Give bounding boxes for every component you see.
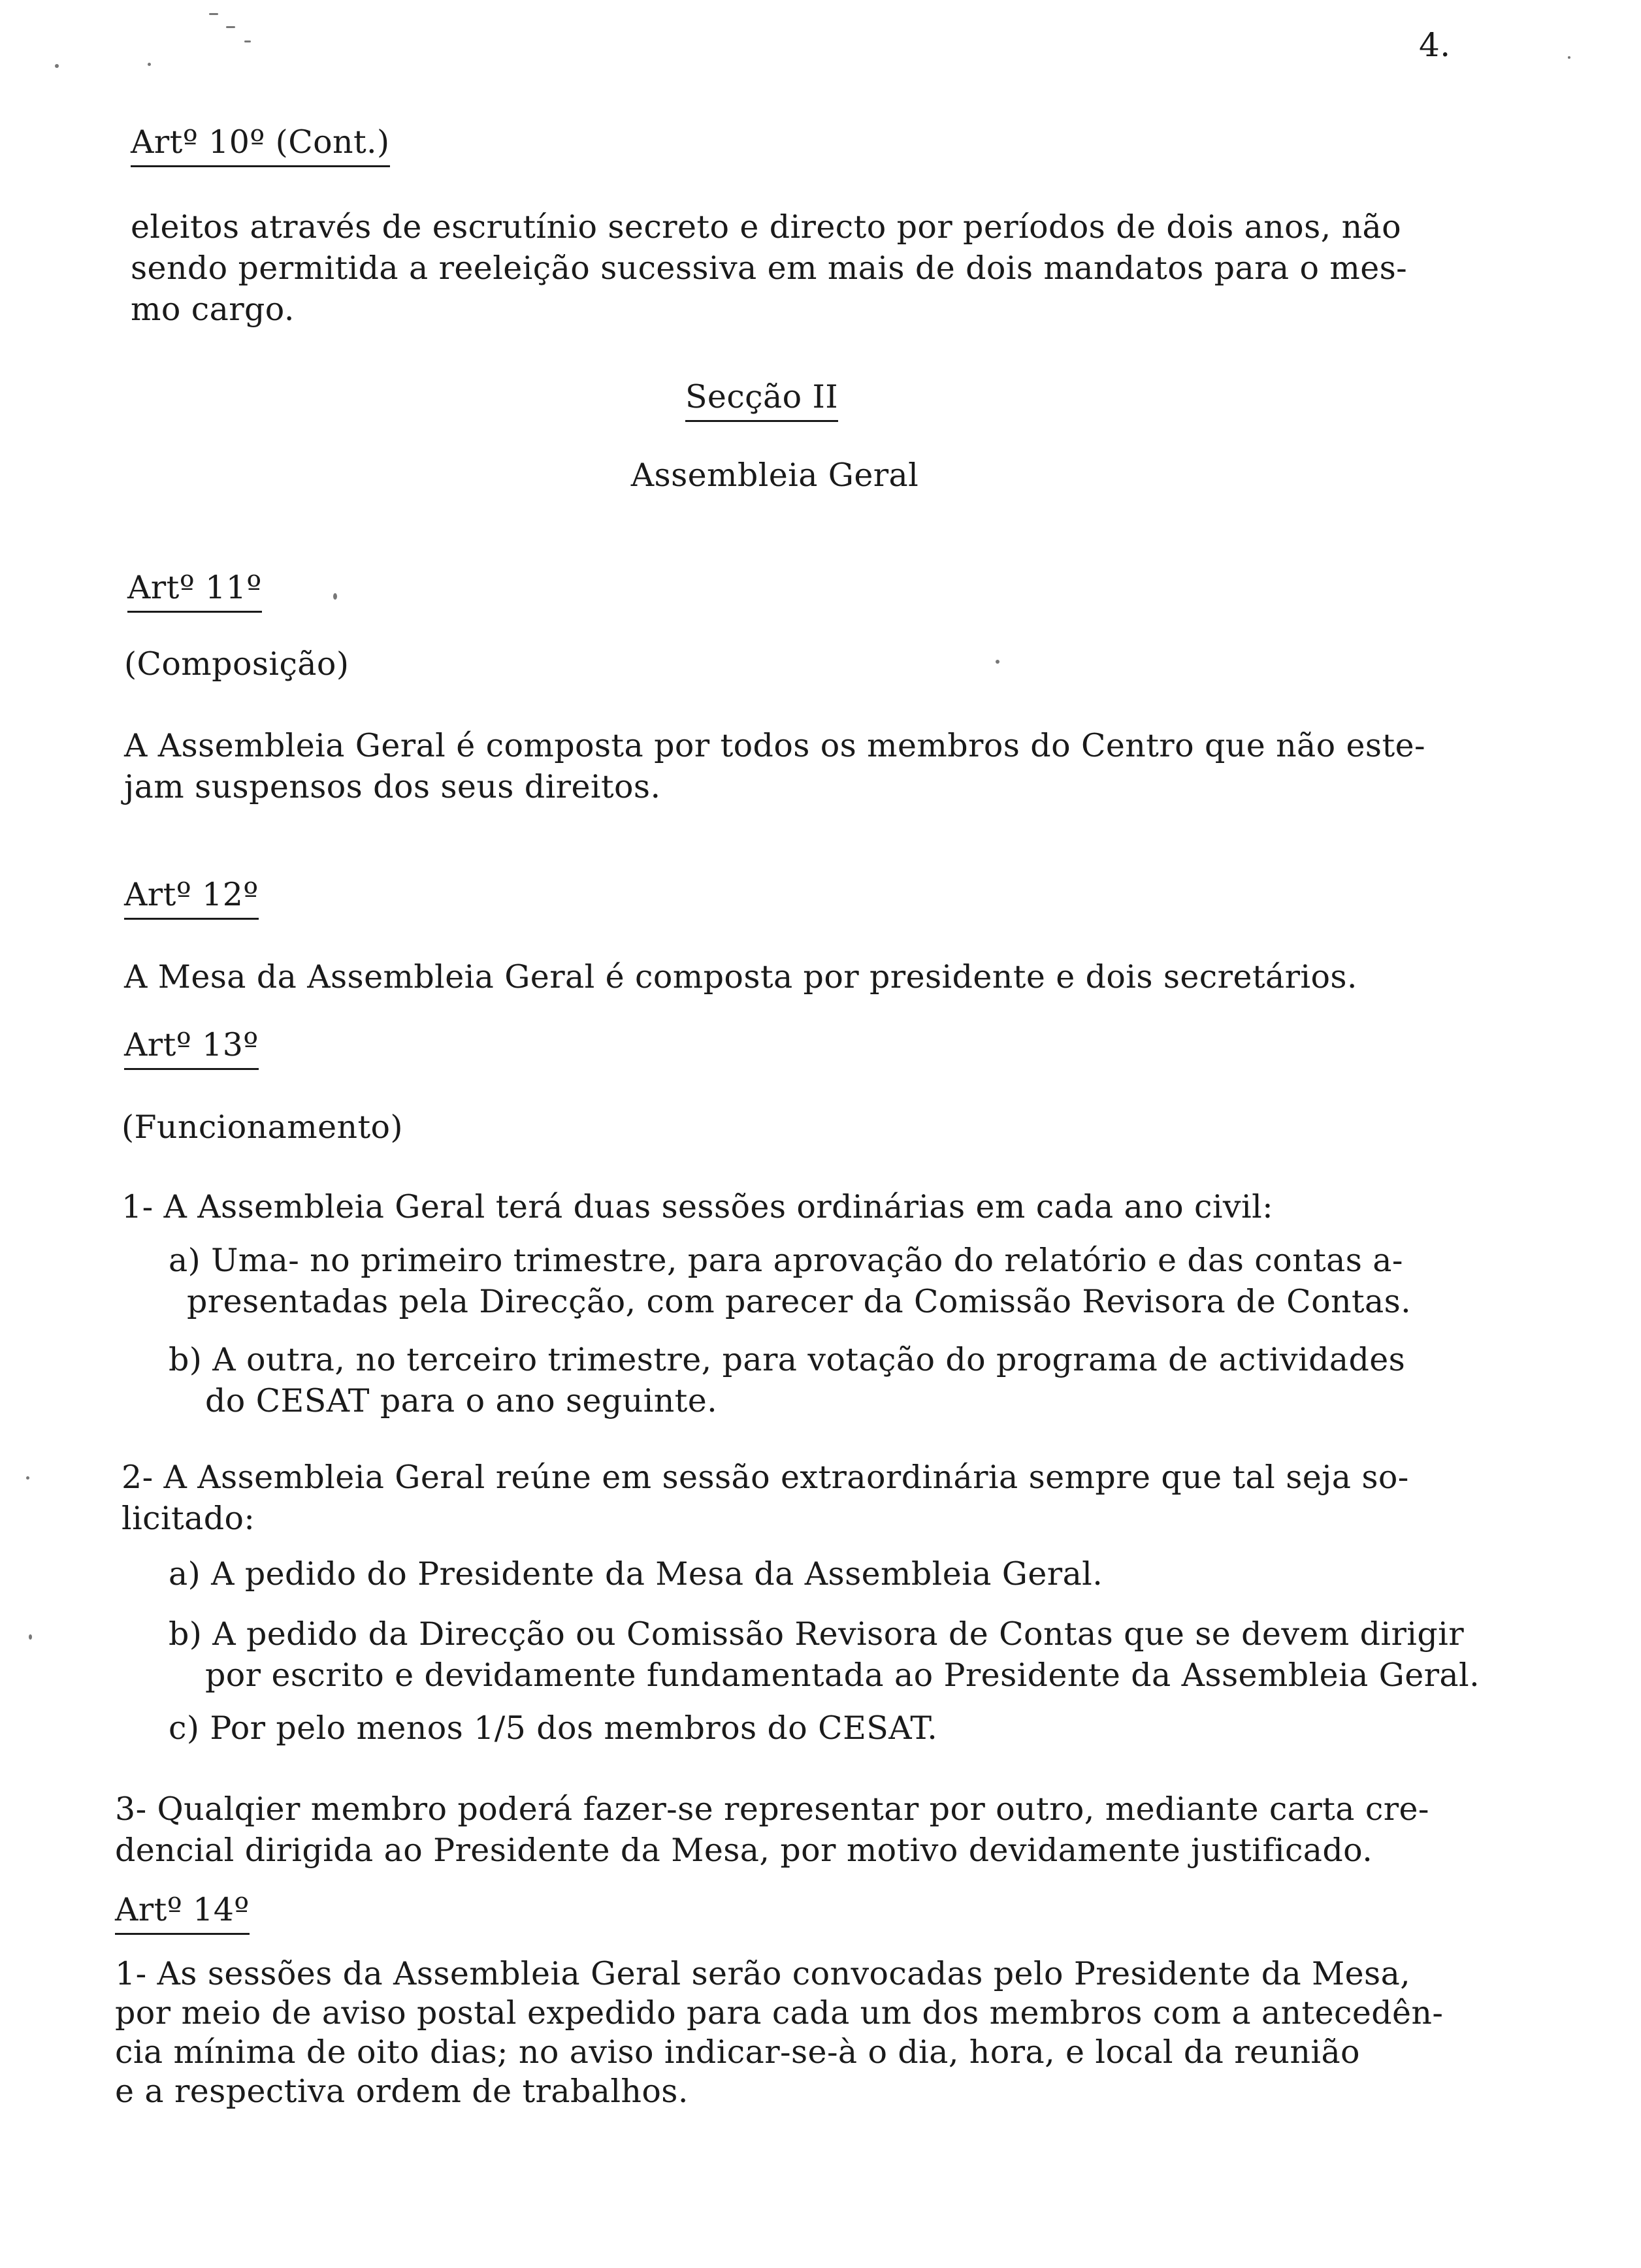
article-14-heading-text: Artº 14º — [115, 1889, 250, 1935]
text-line: por escrito e devidamente fundamentada ao Presidente da Assembleia Geral. — [205, 1657, 1480, 1694]
article-13-heading-text: Artº 13º — [124, 1024, 259, 1070]
article-13-item-2c: c) Por pelo menos 1/5 dos membros do CESAT. — [169, 1709, 938, 1747]
text-line: jam suspensos dos seus direitos. — [124, 768, 661, 805]
article-11-heading-text: Artº 11º — [127, 567, 262, 613]
section-title-text: Secção II — [685, 376, 838, 422]
page-number: 4. — [1419, 26, 1451, 64]
article-13-item-2a: a) A pedido do Presidente da Mesa da Assembleia Geral. — [169, 1555, 1103, 1593]
text-line: 1- As sessões da Assembleia Geral serão convocadas pelo Presidente da Mesa, — [115, 1955, 1411, 1992]
scan-speck — [1568, 56, 1570, 59]
scan-speck — [148, 63, 151, 66]
text-line: presentadas pela Direcção, com parecer da Comissão Revisora de Contas. — [187, 1283, 1412, 1320]
article-13-item-2b — [169, 1613, 1480, 1696]
scan-speck — [333, 593, 337, 600]
section-subtitle: Assembleia Geral — [630, 457, 919, 494]
article-14-heading — [115, 1889, 250, 1935]
scan-speck — [29, 1634, 32, 1640]
article-13-item-3 — [115, 1789, 1429, 1871]
article-11-heading — [127, 567, 262, 613]
article-11-label: (Composição) — [124, 645, 349, 683]
scan-speck — [55, 64, 59, 68]
article-13-item-1: 1- A Assembleia Geral terá duas sessões ordinárias em cada ano civil: — [122, 1188, 1274, 1225]
article-10-paragraph — [131, 206, 1407, 330]
text-line: a) Uma- no primeiro trimestre, para aprovação do relatório e das contas a- — [169, 1242, 1403, 1279]
article-12-paragraph: A Mesa da Assembleia Geral é composta por presidente e dois secretários. — [124, 958, 1357, 996]
text-line: eleitos através de escrutínio secreto e directo por períodos de dois anos, não — [131, 208, 1402, 246]
scan-speck — [996, 660, 999, 664]
text-line: 2- A Assembleia Geral reúne em sessão extraordinária sempre que tal seja so- — [122, 1459, 1409, 1496]
text-line: b) A pedido da Direcção ou Comissão Revisora de Contas que se devem dirigir — [169, 1615, 1465, 1653]
text-line: sendo permitida a reeleição sucessiva em mais de dois mandatos para o mes- — [131, 250, 1408, 287]
article-12-heading — [124, 874, 259, 920]
text-line: licitado: — [122, 1500, 255, 1537]
text-line: mo cargo. — [131, 291, 295, 328]
text-line: 3- Qualqier membro poderá fazer-se representar por outro, mediante carta cre- — [115, 1790, 1429, 1828]
article-10-heading — [131, 122, 390, 167]
article-10-heading-text: Artº 10º (Cont.) — [131, 122, 390, 167]
section-title — [0, 376, 1582, 422]
article-12-heading-text: Artº 12º — [124, 874, 259, 920]
article-13-item-1b — [169, 1339, 1405, 1421]
text-line: A Assembleia Geral é composta por todos os membros do Centro que não este- — [124, 727, 1425, 764]
text-line: e a respectiva ordem de trabalhos. — [115, 2073, 689, 2110]
text-line: por meio de aviso postal expedido para cada um dos membros com a antecedên- — [115, 1994, 1444, 2032]
article-14-item-1 — [115, 1954, 1443, 2111]
text-line: b) A outra, no terceiro trimestre, para votação do programa de actividades — [169, 1341, 1406, 1378]
text-line: dencial dirigida ao Presidente da Mesa, por motivo devidamente justificado. — [115, 1832, 1373, 1869]
scan-speck — [244, 40, 251, 42]
text-line: cia mínima de oito dias; no aviso indicar-se-à o dia, hora, e local da reunião — [115, 2033, 1360, 2071]
article-13-label: (Funcionamento) — [122, 1109, 403, 1146]
scan-speck — [226, 26, 235, 28]
text-line: do CESAT para o ano seguinte. — [205, 1382, 718, 1419]
article-13-item-1a — [169, 1240, 1411, 1322]
article-13-heading — [124, 1024, 259, 1070]
article-13-item-2 — [122, 1457, 1409, 1539]
scan-speck — [209, 13, 218, 15]
article-11-paragraph — [124, 725, 1425, 807]
scan-speck — [26, 1476, 29, 1480]
